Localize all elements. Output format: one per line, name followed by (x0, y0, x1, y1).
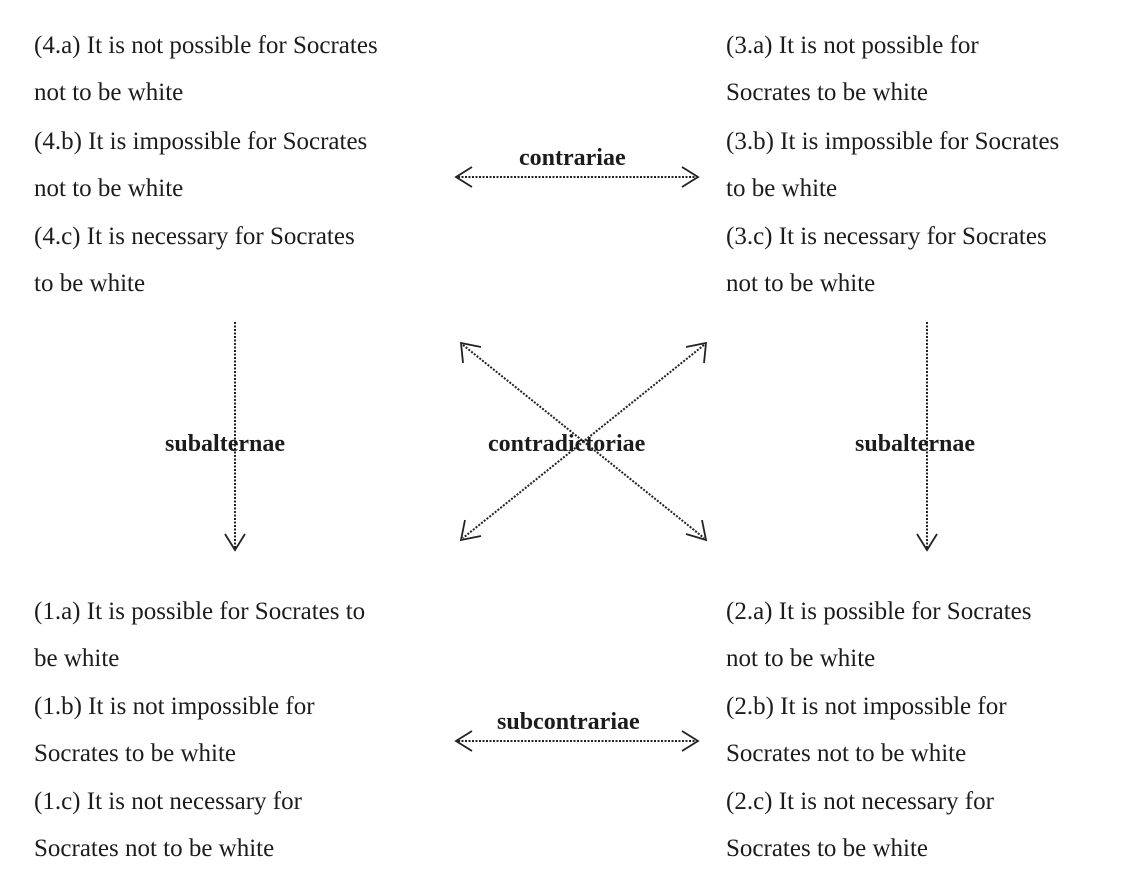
proposition-3b: (3.b) It is impossible for Socrates to be white (726, 128, 1060, 202)
proposition-1a: (1.a) It is possible for Socrates to be white (34, 598, 366, 672)
proposition-3c: (3.c) It is necessary for Socrates not to be white (726, 223, 1047, 297)
arrowhead (461, 520, 481, 540)
proposition-2b: (2.b) It is not impossible for Socrates not to be white (726, 693, 1007, 767)
proposition-4b: (4.b) It is impossible for Socrates not to be white (34, 128, 368, 202)
subcontrariae-label: subcontrariae (497, 709, 640, 735)
proposition-4a: (4.a) It is not possible for Socrates not to be white (34, 32, 378, 106)
proposition-2c: (2.c) It is not necessary for Socrates to be white (726, 788, 994, 862)
proposition-1c: (1.c) It is not necessary for Socrates not to be white (34, 788, 302, 862)
proposition-4c: (4.c) It is necessary for Socrates to be white (34, 223, 355, 297)
proposition-3a: (3.a) It is not possible for Socrates to be white (726, 32, 979, 106)
contrariae-label: contrariae (519, 145, 626, 171)
arrowhead (686, 520, 706, 540)
proposition-1b: (1.b) It is not impossible for Socrates to be white (34, 693, 315, 767)
subalternae-right-label: subalternae (855, 431, 975, 457)
subalternae-left-label: subalternae (165, 431, 285, 457)
proposition-2a: (2.a) It is possible for Socrates not to be white (726, 598, 1032, 672)
contradictoriae-label: contradictoriae (488, 431, 646, 457)
